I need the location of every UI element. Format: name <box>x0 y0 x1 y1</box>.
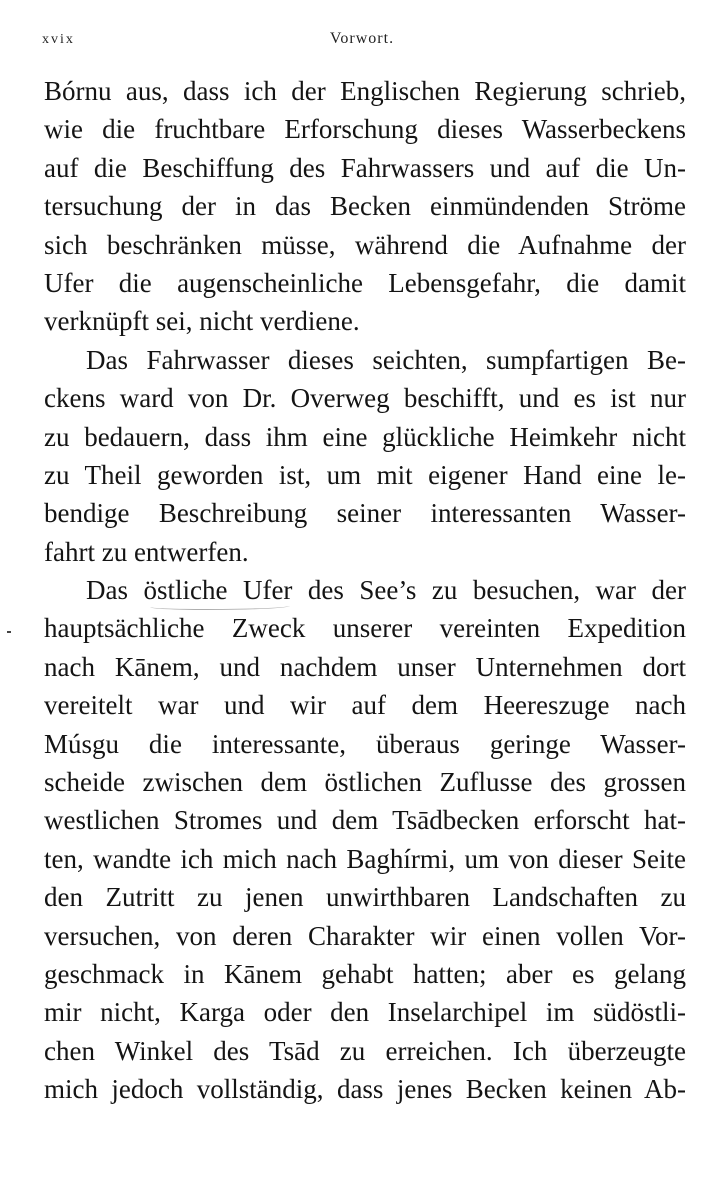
text-line: fahrt zu entwerfen. <box>44 536 249 567</box>
text-line: wie die fruchtbare Erforschung dieses Wasserbeckens <box>44 114 686 145</box>
text-line: scheide zwischen dem östlichen Zuflusse des grossen <box>44 767 686 798</box>
text-line: zu bedauern, dass ihm eine glückliche Heimkehr nicht <box>44 421 686 452</box>
text-line: verknüpft sei, nicht verdiene. <box>44 306 360 337</box>
text-line: mich jedoch vollständig, dass jenes Becken keinen Ab- <box>44 1074 686 1105</box>
text-line: Ufer die augenscheinliche Lebensgefahr, die damit <box>44 267 686 298</box>
text-line: ten, wandte ich mich nach Baghírmi, um von dieser Seite <box>44 843 686 874</box>
paragraph-1 <box>44 72 686 341</box>
running-title: Vorwort. <box>329 30 395 47</box>
text-line: nach Kānem, und nachdem unser Unternehmen dort <box>44 651 686 682</box>
text-line: ckens ward von Dr. Overweg beschifft, und es ist nur <box>44 383 686 414</box>
text-line: zu Theil geworden ist, um mit eigener Hand eine le- <box>44 459 686 490</box>
paragraph-2 <box>44 341 686 571</box>
text-line: versuchen, von deren Charakter wir einen vollen Vor- <box>44 920 686 951</box>
text-line: auf die Beschiffung des Fahrwassers und auf die Un- <box>44 152 686 183</box>
body-text <box>44 72 686 1109</box>
text-line: tersuchung der in das Becken einmündenden Ströme <box>44 191 686 222</box>
page-number: xvix <box>42 32 75 47</box>
text-line: Músgu die interessante, überaus geringe Wasser- <box>44 728 686 759</box>
text-line: geschmack in Kānem gehabt hatten; aber es gelang <box>44 958 686 989</box>
text-line: bendige Beschreibung seiner interessanten Wasser- <box>44 498 686 529</box>
text-line: mir nicht, Karga oder den Inselarchipel im südöstli- <box>44 997 686 1028</box>
text-line: chen Winkel des Tsād zu erreichen. Ich überzeugte <box>44 1035 686 1066</box>
text-line: sich beschränken müsse, während die Aufnahme der <box>44 229 686 260</box>
text-line: westlichen Stromes und dem Tsādbecken erforscht hat- <box>44 805 686 836</box>
text-line: Das östliche Ufer des See’s zu besuchen, war der <box>86 575 686 606</box>
text-line: hauptsächliche Zweck unserer vereinten Expedition <box>44 613 686 644</box>
text-line: den Zutritt zu jenen unwirthbaren Landschaften zu <box>44 882 686 913</box>
text-line: Das Fahrwasser dieses seichten, sumpfartigen Be- <box>86 344 686 375</box>
paragraph-3 <box>44 571 686 1108</box>
text-line: Bórnu aus, dass ich der Englischen Regierung schrieb, <box>44 76 686 106</box>
margin-mark <box>7 631 11 633</box>
text-line: vereitelt war und wir auf dem Heereszuge nach <box>44 690 686 721</box>
page-header <box>42 30 682 54</box>
